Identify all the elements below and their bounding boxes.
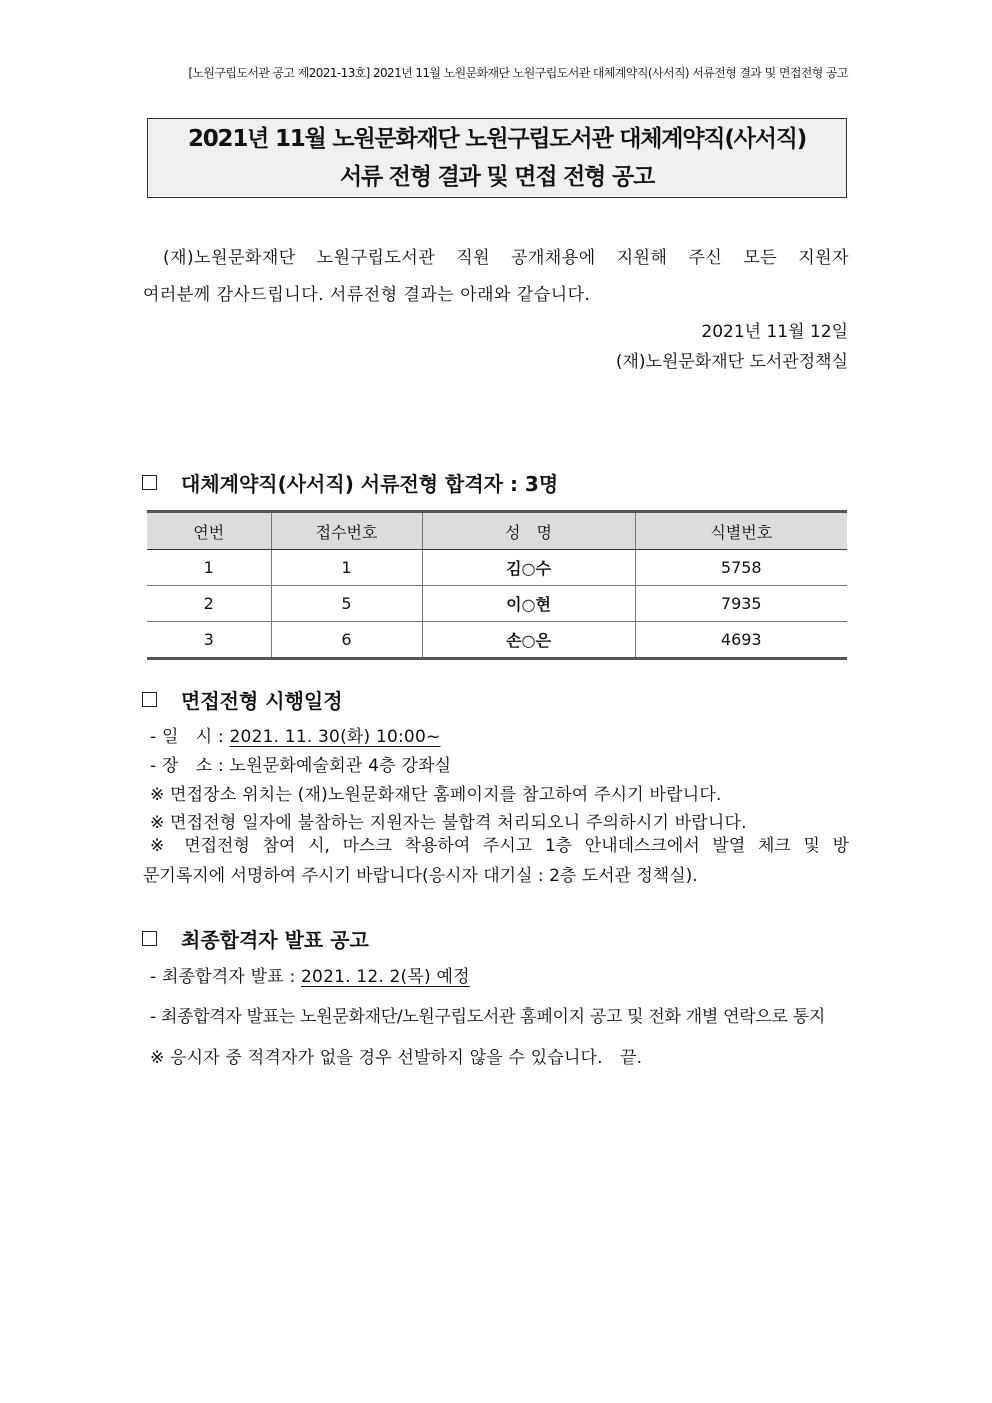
intro-paragraph — [143, 240, 849, 314]
column-header: 접수번호 — [271, 512, 422, 550]
intro-line-1: (재)노원문화재단 노원구립도서관 직원 공개채용에 지원해 주신 모든 지원자 — [163, 248, 849, 268]
checkbox-icon — [142, 475, 157, 490]
place-value: 노원문화예술회관 4층 강좌실 — [229, 756, 452, 776]
interview-time — [150, 722, 440, 747]
document-header: [노원구립도서관 공고 제2021-13호] 2021년 11월 노원문화재단 노원구립도서관 대체계약직(사서직) 서류전형 결과 및 면접전형 공고 — [188, 66, 848, 80]
section-3-title: 최종합격자 발표 공고 — [181, 928, 369, 952]
table-row — [147, 586, 847, 622]
time-label: - 일 시 : — [150, 727, 230, 747]
announce-value: 2021. 12. 2(목) 예정 — [301, 967, 470, 987]
table-cell: 6 — [271, 622, 422, 659]
note-mask-line-1: ※ 면접전형 참여 시, 마스크 착용하여 주시고 1층 안내데스크에서 발열 체크 및 방 — [150, 836, 849, 856]
table-cell: 5 — [271, 586, 422, 622]
time-value: 2021. 11. 30(화) 10:00~ — [229, 727, 441, 747]
note-absence: ※ 면접전형 일자에 불참하는 지원자는 불합격 처리되오니 주의하시기 바랍니다. — [150, 813, 747, 833]
issue-block — [500, 317, 848, 377]
table-cell: 1 — [147, 550, 271, 586]
column-header: 성 명 — [422, 512, 635, 550]
table-header-row — [147, 512, 847, 550]
final-notice: - 최종합격자 발표는 노원문화재단/노원구립도서관 홈페이지 공고 및 전화 개별 연락으로 통지 — [150, 1007, 825, 1027]
table-cell: 1 — [271, 550, 422, 586]
place-label: - 장 소 : — [150, 756, 230, 776]
checkbox-icon — [142, 931, 157, 946]
final-announce — [150, 962, 470, 987]
table-row — [147, 550, 847, 586]
section-2-title: 면접전형 시행일정 — [181, 689, 343, 713]
table-cell: 손○은 — [422, 622, 635, 659]
table-cell: 5758 — [635, 550, 847, 586]
table-cell: 2 — [147, 586, 271, 622]
issue-office: (재)노원문화재단 도서관정책실 — [615, 352, 848, 372]
section-1-heading — [142, 468, 558, 497]
announce-label: - 최종합격자 발표 : — [150, 967, 302, 987]
table-cell: 이○현 — [422, 586, 635, 622]
table-cell: 3 — [147, 622, 271, 659]
interview-place — [150, 751, 451, 776]
intro-line-2: 여러분께 감사드립니다. 서류전형 결과는 아래와 같습니다. — [143, 285, 591, 305]
issue-date: 2021년 11월 12일 — [701, 322, 848, 342]
table-cell: 4693 — [635, 622, 847, 659]
table-cell: 김○수 — [422, 550, 635, 586]
note-mask-line-2: 문기록지에 서명하여 주시기 바랍니다(응시자 대기실 : 2층 도서관 정책실). — [143, 866, 698, 886]
title-box — [147, 118, 847, 198]
note-mask — [143, 831, 849, 891]
column-header: 식별번호 — [635, 512, 847, 550]
section-3-heading — [142, 924, 369, 953]
title-line-1: 2021년 11월 노원문화재단 노원구립도서관 대체계약직(사서직) — [187, 126, 807, 152]
checkbox-icon — [142, 692, 157, 707]
applicant-table — [147, 510, 847, 660]
section-1-title: 대체계약직(사서직) 서류전형 합격자 : 3명 — [181, 472, 559, 496]
section-2-heading — [142, 685, 343, 714]
note-location: ※ 면접장소 위치는 (재)노원문화재단 홈페이지를 참고하여 주시기 바랍니다. — [150, 785, 722, 805]
table-cell: 7935 — [635, 586, 847, 622]
final-footnote: ※ 응시자 중 적격자가 없을 경우 선발하지 않을 수 있습니다. 끝. — [150, 1048, 643, 1068]
title-line-2: 서류 전형 결과 및 면접 전형 공고 — [339, 164, 655, 190]
column-header: 연번 — [147, 512, 271, 550]
table-row — [147, 622, 847, 659]
